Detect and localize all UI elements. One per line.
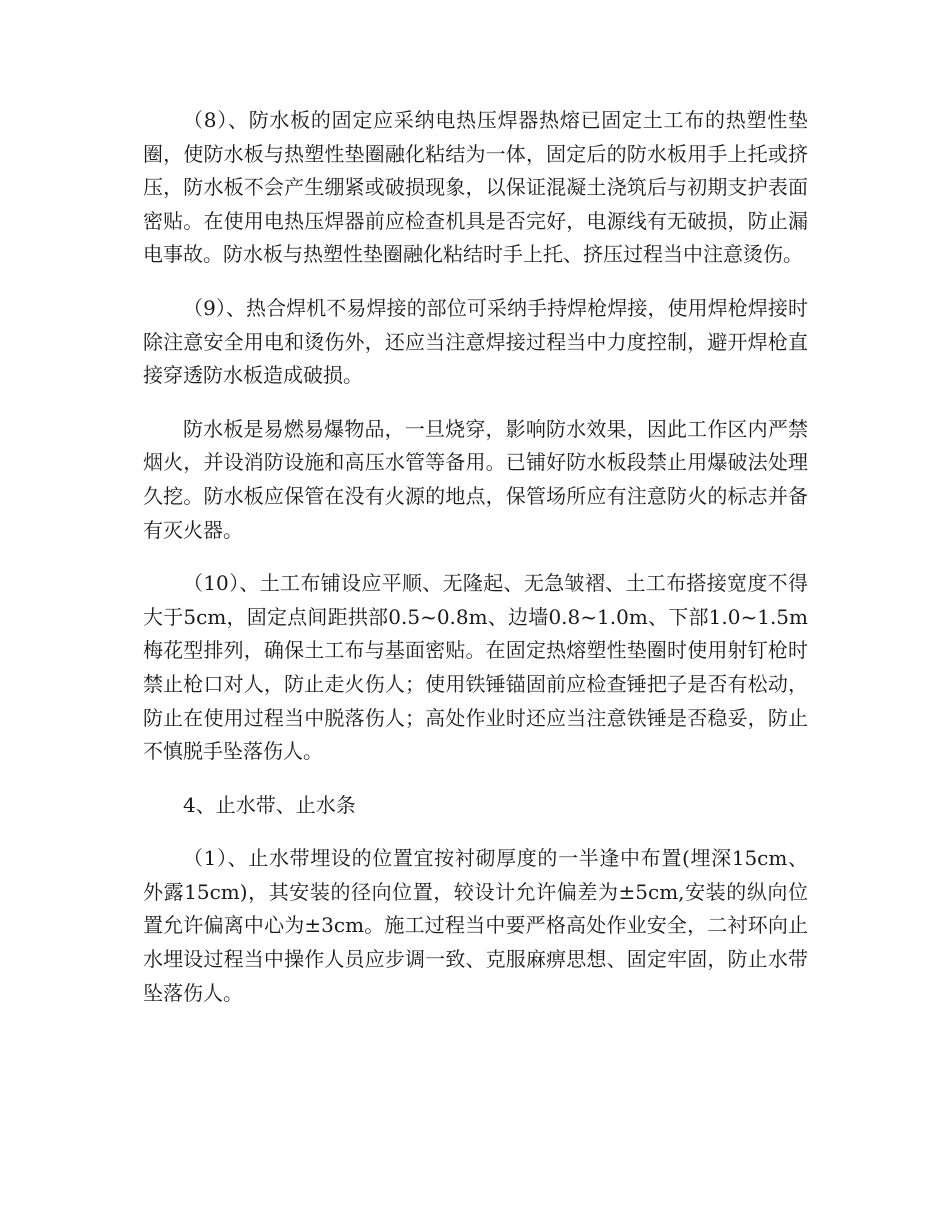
- paragraph-hand-welding: （9）、热合焊机不易焊接的部位可采纳手持焊枪焊接，使用焊枪焊接时除注意安全用电和烫伤外，还应当注意焊接过程当中力度控制，避开焊枪直接穿透防水板造成破损。: [143, 295, 808, 388]
- paragraph-waterstop-placement: （1）、止水带埋设的位置宜按衬砌厚度的一半逢中布置(埋深15cm、外露15cm)，其安装的径向位置，较设计允许偏差为±5cm,安装的纵向位置允许偏离中心为±3cm。施工过程当中要严格高处作业安全，二衬环向止水埋设过程当中操作人员应步调一致、克服麻痹思想、固定牢固，防止水带坠落伤人。: [143, 846, 808, 1005]
- paragraph-waterproof-board-fixing: （8）、防水板的固定应采纳电热压焊器热熔已固定土工布的热塑性垫圈，使防水板与热塑性垫圈融化粘结为一体，固定后的防水板用手上托或挤压，防水板不会产生绷紧或破损现象，以保证混凝土浇筑后与初期支护表面密贴。在使用电热压焊器前应检查机具是否完好，电源线有无破损，防止漏电事故。防水板与热塑性垫圈融化粘结时手上托、挤压过程当中注意烫伤。: [143, 108, 808, 267]
- paragraph-fire-safety: 防水板是易燃易爆物品，一旦烧穿，影响防水效果，因此工作区内严禁烟火，并设消防设施和高压水管等备用。已铺好防水板段禁止用爆破法处理久挖。防水板应保管在没有火源的地点，保管场所应有注意防火的标志并备有灭火器。: [143, 416, 808, 542]
- paragraph-geotextile-laying: （10）、土工布铺设应平顺、无隆起、无急皱褶、土工布搭接宽度不得大于5cm，固定点间距拱部0.5~0.8m、边墙0.8~1.0m、下部1.0~1.5m梅花型排列，确保土工布与基面密贴。在固定热熔塑性垫圈时使用射钉枪时禁止枪口对人，防止走火伤人；使用铁锤锚固前应检查锤把子是否有松动，防止在使用过程当中脱落伤人；高处作业时还应当注意铁锤是否稳妥，防止不慎脱手坠落伤人。: [143, 571, 808, 764]
- document-body: [143, 104, 808, 1010]
- section-heading-waterstop: 4、止水带、止水条: [183, 792, 356, 817]
